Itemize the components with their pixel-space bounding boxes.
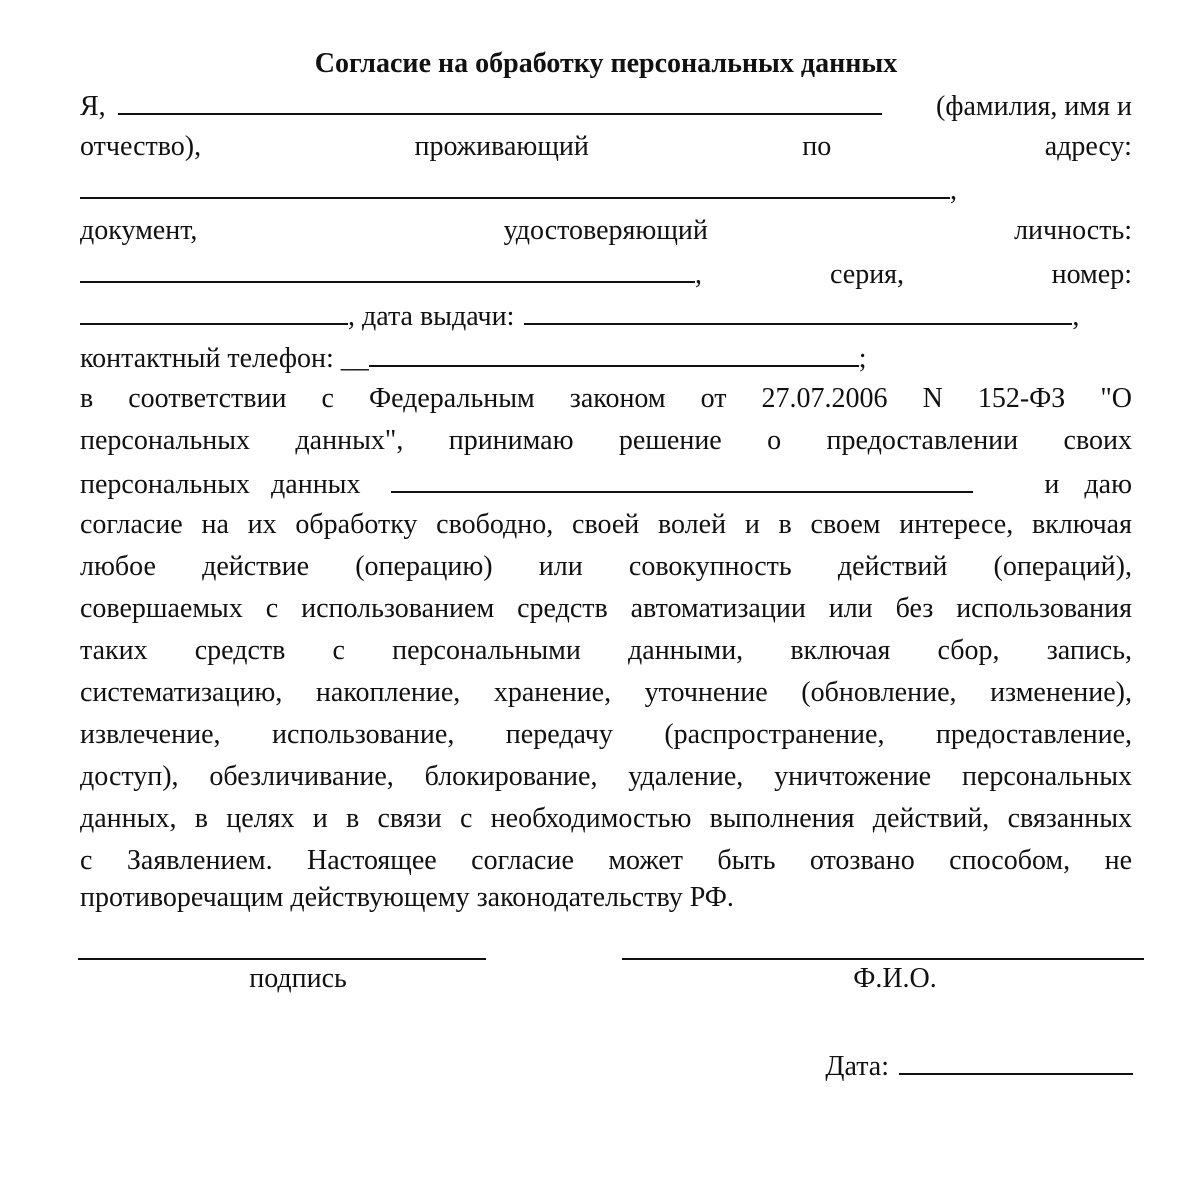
date-label: Дата: (825, 1051, 889, 1082)
phone-field[interactable] (369, 336, 859, 367)
paragraph-line (80, 630, 1132, 672)
row1-prefix: Я, (80, 91, 106, 122)
personal-data-field[interactable] (391, 462, 973, 493)
paragraph-text: таких средств с персональными данными, включая сбор, запись, (80, 635, 1132, 666)
date-field[interactable] (899, 1044, 1133, 1075)
paragraph-line (80, 714, 1132, 756)
name-row (80, 84, 1132, 126)
full-name-field[interactable] (118, 84, 882, 115)
paragraph-line (80, 546, 1132, 588)
series-label: серия, (830, 259, 905, 290)
paragraph-text: данных, в целях и в связи с необходимостью выполнения действий, связанных (80, 803, 1132, 834)
row6-suffix: , (1072, 301, 1080, 332)
row4-word-3: личность: (1014, 215, 1132, 246)
paragraph-text: и даю (1044, 469, 1132, 500)
id-caption-row (80, 210, 1132, 252)
paragraph-line (80, 672, 1132, 714)
id-document-row (80, 252, 1132, 294)
address-field[interactable] (80, 168, 950, 199)
issue-date-label: , дата выдачи: (348, 301, 515, 332)
series-number-field[interactable] (80, 294, 348, 325)
row4-word-1: документ, (80, 215, 198, 246)
signature-caption: подпись (249, 963, 347, 994)
paragraph-text: в соответствии с Федеральным законом от 27.07.2006 N 152-ФЗ "О (80, 383, 1132, 414)
paragraph-line (80, 588, 1132, 630)
date-row (825, 1044, 1133, 1087)
row2-word-4: адресу: (1044, 131, 1132, 162)
paragraph-text: противоречащим действующему законодательству РФ. (80, 882, 734, 913)
phone-row (80, 336, 1132, 378)
id-document-field[interactable] (80, 252, 695, 283)
row7-suffix: ; (858, 343, 867, 374)
row5-comma: , (695, 259, 702, 290)
address-row (80, 168, 1132, 210)
paragraph-text: с Заявлением. Настоящее согласие может быть отозвано способом, не (80, 845, 1132, 876)
full-name-caption: Ф.И.О. (853, 963, 937, 994)
paragraph-line (80, 877, 1132, 919)
address-caption-row (80, 126, 1132, 168)
paragraph-text: извлечение, использование, передачу (распространение, предоставление, (80, 719, 1132, 750)
paragraph-text: персональных данных (80, 469, 361, 500)
paragraph-line (80, 798, 1132, 840)
consent-data-row (80, 462, 1132, 504)
paragraph-line (80, 504, 1132, 546)
issue-date-field[interactable] (524, 294, 1072, 325)
paragraph-text: любое действие (операцию) или совокупность действий (операций), (80, 551, 1132, 582)
paragraph-text: доступ), обезличивание, блокирование, удаление, уничтожение персональных (80, 761, 1132, 792)
phone-label: контактный телефон: __ (80, 343, 369, 374)
series-number-date-row (80, 294, 1132, 336)
paragraph-line (80, 420, 1132, 462)
paragraph-line (80, 840, 1132, 882)
row3-suffix: , (950, 175, 957, 206)
full-name-signature-field[interactable] (622, 958, 1144, 960)
number-label: номер: (1051, 259, 1132, 290)
paragraph-text: совершаемых с использованием средств автоматизации или без использования (80, 593, 1132, 624)
paragraph-line (80, 756, 1132, 798)
row2-word-1: отчество), (80, 131, 202, 162)
signature-field[interactable] (78, 958, 486, 960)
row4-word-2: удостоверяющий (503, 215, 708, 246)
paragraph-text: персональных данных", принимаю решение о предоставлении своих (80, 425, 1132, 456)
paragraph-text: систематизацию, накопление, хранение, уточнение (обновление, изменение), (80, 677, 1132, 708)
paragraph-line (80, 378, 1132, 420)
row1-suffix: (фамилия, имя и (936, 91, 1132, 122)
paragraph-text: согласие на их обработку свободно, своей волей и в своем интересе, включая (80, 509, 1132, 540)
row2-word-3: по (802, 131, 832, 162)
row2-word-2: проживающий (414, 131, 589, 162)
document-title: Согласие на обработку персональных данных (314, 48, 898, 79)
